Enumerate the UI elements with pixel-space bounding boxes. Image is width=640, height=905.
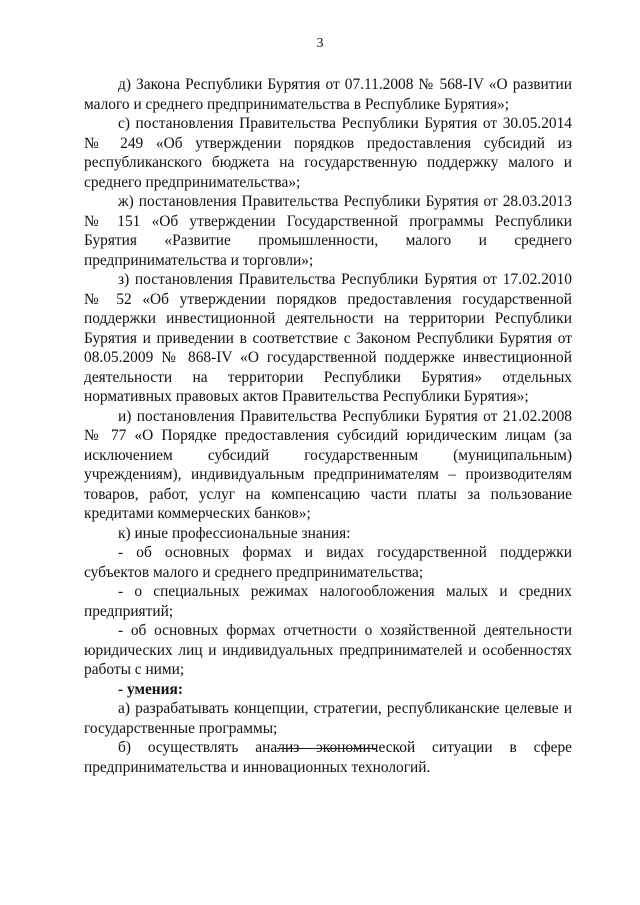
list-item-support-forms: - об основных формах и видах государственной поддержки субъектов малого и среднего предпринимательства;: [84, 544, 572, 581]
page-number: 3: [316, 36, 324, 51]
list-item-economic-analysis: б) осуществлять анализ экономической ситуации в сфере предпринимательства и инновационных технологий.: [84, 739, 572, 776]
paragraph-law-568: д) Закона Республики Бурятия от 07.11.2008 № 568-IV «О развитии малого и среднего предпринимательства в Республике Бурятия»;: [84, 76, 572, 113]
paragraph-resolution-52: з) постановления Правительства Республики Бурятия от 17.02.2010 № 52 «Об утверждении порядков предоставления государственной поддержки инвестиционной деятельности на территории Республики Бурятия и приведении в соответствие с Законом Республики Бурятия от 08.05.2009 № 868-IV «О государственной поддержке инвестиционной деятельности на территории Республики Бурятия» отдельных нормативных правовых актов Правительства Республики Бурятия»;: [84, 271, 572, 405]
paragraph-resolution-151: ж) постановления Правительства Республики Бурятия от 28.03.2013 № 151 «Об утверждении Государственной программы Республики Бурятия «Развитие промышленности, малого и среднего предпринимательства и торговли»;: [84, 193, 572, 269]
list-item-tax-regimes: - о специальных режимах налогообложения малых и средних предприятий;: [84, 583, 572, 620]
section-heading-skills: - умения:: [118, 680, 183, 698]
paragraph-resolution-77: и) постановления Правительства Республики Бурятия от 21.02.2008 № 77 «О Порядке предоставления субсидий юридическим лицам (за исключением субсидий государственным (муниципальным) учреждениям), индивидуальным предпринимателям – производителям товаров, работ, услуг на компенсацию части платы за пользование кредитами коммерческих банков»;: [84, 407, 572, 522]
footer-divider: [277, 748, 377, 749]
document-body: [84, 75, 572, 777]
list-item-develop-programs: а) разрабатывать концепции, стратегии, республиканские целевые и государственные программы;: [84, 700, 572, 737]
paragraph-other-knowledge: к) иные профессиональные знания:: [118, 524, 351, 542]
list-item-reporting-forms: - об основных формах отчетности о хозяйственной деятельности юридических лиц и индивидуальных предпринимателей и особенностях работы с ними;: [84, 622, 572, 678]
paragraph-resolution-249: с) постановления Правительства Республики Бурятия от 30.05.2014 № 249 «Об утверждении порядков предоставления субсидий из республиканского бюджета на государственную поддержку малого и среднего предпринимательства»;: [84, 115, 572, 191]
